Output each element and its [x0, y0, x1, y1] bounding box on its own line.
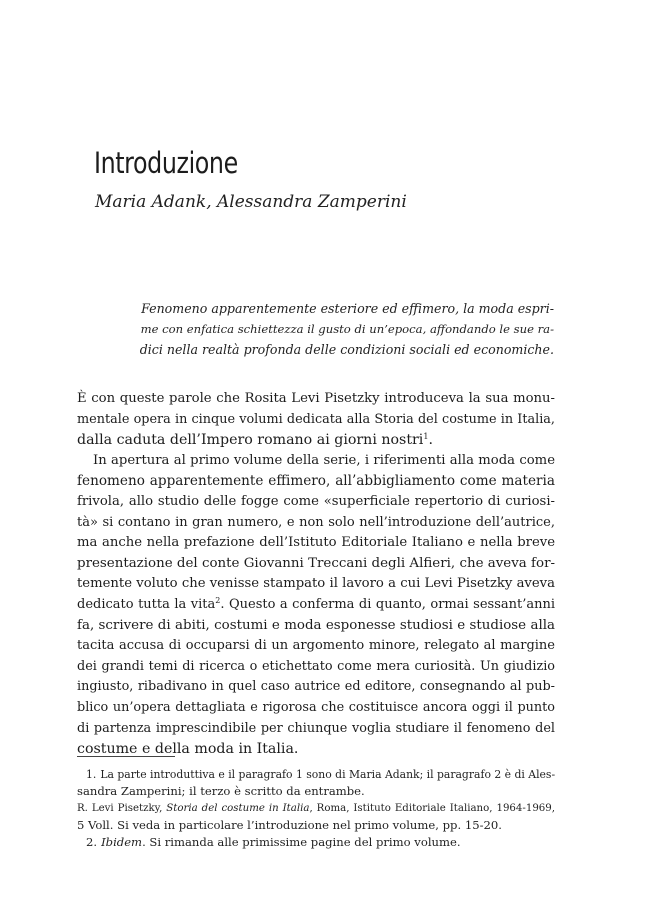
footnote-text: La parte introduttiva e il paragrafo 1 sono di Maria Adank; il paragrafo 2 è di Ales-: [100, 768, 556, 781]
footnote-text: , Roma, Istituto Editoriale Italiano, 1964-1969,: [309, 803, 556, 814]
body-line: In apertura al primo volume della serie, i riferimenti alla moda come: [93, 452, 555, 468]
body-text-span: . Questo a conferma di quanto, ormai sessant’anni: [220, 596, 555, 612]
footnote-line: [77, 800, 555, 817]
body-line: [77, 595, 555, 616]
body-line: fa, scrivere di abiti, costumi e moda esponesse studiosi e studiose alla: [77, 617, 555, 633]
footnote-ibidem: Ibidem: [101, 835, 143, 849]
footnote-ref-1[interactable]: 1: [423, 432, 429, 442]
body-line: mentale opera in cinque volumi dedicata alla Storia del costume in Italia,: [77, 411, 555, 427]
footnote-2: [77, 834, 555, 851]
footnote-line: 5 Voll. Si veda in particolare l’introduzione nel primo volume, pp. 15-20.: [77, 818, 502, 832]
footnote-number: 2.: [86, 835, 98, 849]
body-line: temente voluto che venisse stampato il lavoro a cui Levi Pisetzky aveva: [77, 576, 555, 592]
chapter-title: Introduzione: [94, 146, 238, 180]
chapter-authors: Maria Adank, Alessandra Zamperini: [95, 192, 407, 212]
footnote-text: . Si rimanda alle primissime pagine del primo volume.: [142, 835, 461, 849]
book-title: Storia del costume in Italia: [166, 803, 310, 814]
footnote-line: sandra Zamperini; il terzo è scritto da entrambe.: [77, 784, 365, 798]
body-line: tacita accusa di occuparsi di un argomento minore, relegato al margine: [77, 638, 555, 654]
footnote-1: [77, 766, 555, 783]
epigraph: [136, 299, 554, 360]
body-text-span: .: [428, 432, 433, 449]
body-line: blico un’opera dettagliata e rigorosa che costituisce ancora oggi il punto: [77, 699, 555, 715]
epigraph-line: dici nella realtà profonda delle condizioni sociali ed economiche.: [139, 341, 554, 357]
body-line: fenomeno apparentemente effimero, all’abbigliamento come materia: [77, 473, 555, 490]
body-line: dei grandi temi di ricerca o etichettato come mera curiosità. Un giudizio: [77, 658, 555, 674]
body-text-span: dedicato tutta la vita: [77, 596, 216, 612]
body-line: frivola, allo studio delle fogge come «superficiale repertorio di curiosi-: [77, 493, 555, 509]
body-line: [77, 430, 555, 451]
body-text: [77, 389, 555, 760]
footnote-text: R. Levi Pisetzky,: [77, 803, 167, 814]
body-line: presentazione del conte Giovanni Treccani degli Alfieri, che aveva for-: [77, 555, 555, 571]
footnote-ref-2[interactable]: 2: [215, 595, 221, 605]
body-line: tà» si contano in gran numero, e non solo nell’introduzione dell’autrice,: [77, 514, 555, 530]
body-text-span: dalla caduta dell’Impero romano ai giorni nostri: [77, 432, 424, 449]
epigraph-line: me con enfatica schiettezza il gusto di un’epoca, affondando le sue ra-: [140, 322, 554, 337]
body-line: ingiusto, ribadivano in quel caso autrice ed editore, consegnando al pub-: [77, 679, 555, 695]
body-line: costume e della moda in Italia.: [77, 741, 299, 758]
epigraph-line: Fenomeno apparentemente esteriore ed effimero, la moda espri-: [141, 301, 554, 316]
footnotes: [77, 766, 555, 851]
body-line: ma anche nella prefazione dell’Istituto Editoriale Italiano e nella breve: [77, 535, 555, 551]
footnote-number: 1.: [86, 768, 97, 781]
body-line: È con queste parole che Rosita Levi Pisetzky introduceva la sua monu-: [77, 391, 555, 406]
body-line: di partenza imprescindibile per chiunque voglia studiare il fenomeno del: [77, 720, 555, 736]
footnote-separator: [77, 756, 175, 757]
